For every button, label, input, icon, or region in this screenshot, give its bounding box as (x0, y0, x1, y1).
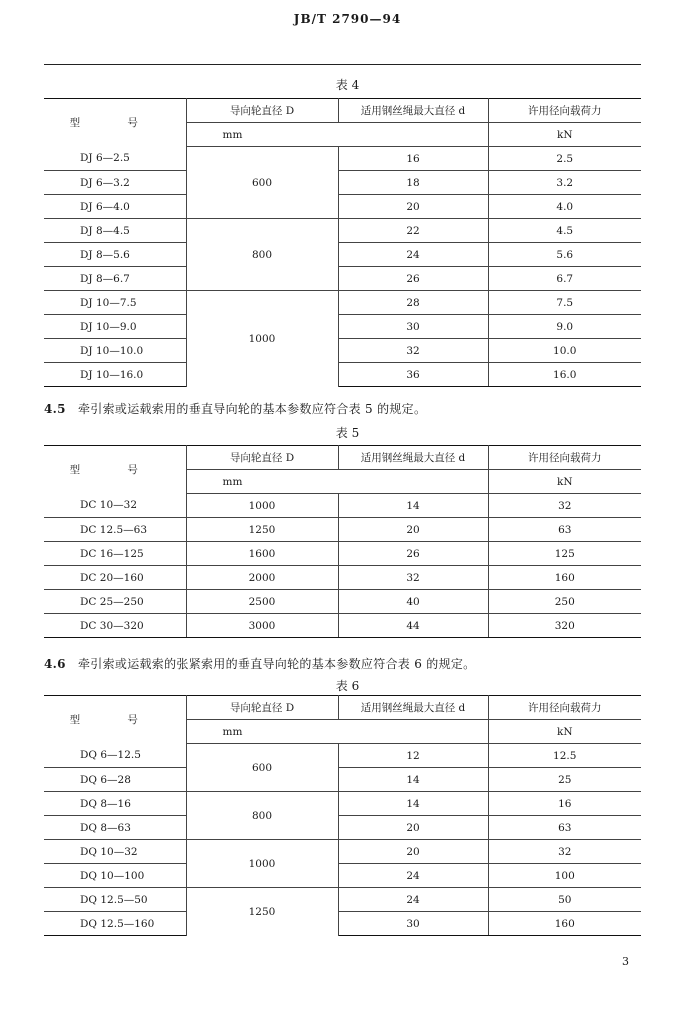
load-cell: 50 (488, 888, 641, 912)
table-row (44, 195, 641, 219)
load-cell: 32 (488, 840, 641, 864)
load-cell: 250 (488, 590, 641, 614)
rope-cell: 14 (338, 768, 488, 792)
table-row (44, 219, 641, 243)
table-row (44, 147, 641, 171)
table-row (44, 566, 641, 590)
table-row (44, 792, 641, 816)
model-cell: DC 25—250 (44, 590, 186, 614)
table-row (44, 816, 641, 840)
col-header-load: 许用径向载荷力 (488, 446, 641, 470)
load-cell: 63 (488, 816, 641, 840)
model-cell: DJ 6—4.0 (44, 195, 186, 219)
diameter-cell: 1000 (186, 840, 338, 888)
diameter-cell: 3000 (186, 614, 338, 638)
diameter-cell: 1000 (186, 494, 338, 518)
table-5 (44, 445, 641, 638)
diameter-cell: 2500 (186, 590, 338, 614)
model-cell: DJ 6—3.2 (44, 171, 186, 195)
model-cell: DQ 6—12.5 (44, 744, 186, 768)
rope-cell: 18 (338, 171, 488, 195)
rope-cell: 12 (338, 744, 488, 768)
rope-cell: 24 (338, 864, 488, 888)
load-cell: 25 (488, 768, 641, 792)
table-row (44, 888, 641, 912)
load-cell: 16.0 (488, 363, 641, 387)
col-header-diameter: 导向轮直径 D (186, 99, 338, 123)
model-cell: DJ 8—6.7 (44, 267, 186, 291)
page-number: 3 (622, 955, 629, 968)
rope-cell: 14 (338, 494, 488, 518)
col-header-rope: 适用钢丝绳最大直径 d (338, 99, 488, 123)
col-header-model: 型 号 (44, 99, 186, 147)
table-row (44, 494, 641, 518)
load-cell: 6.7 (488, 267, 641, 291)
model-cell: DQ 6—28 (44, 768, 186, 792)
table-row (44, 339, 641, 363)
table-row (44, 912, 641, 936)
rope-cell: 20 (338, 816, 488, 840)
table-row (44, 864, 641, 888)
load-cell: 7.5 (488, 291, 641, 315)
col-header-load: 许用径向载荷力 (488, 99, 641, 123)
header-rule (44, 64, 641, 65)
rope-cell: 36 (338, 363, 488, 387)
model-cell: DC 16—125 (44, 542, 186, 566)
load-cell: 32 (488, 494, 641, 518)
rope-cell: 40 (338, 590, 488, 614)
table-5-caption: 表 5 (335, 426, 360, 440)
table-row (44, 614, 641, 638)
model-cell: DJ 8—5.6 (44, 243, 186, 267)
load-cell: 2.5 (488, 147, 641, 171)
model-cell: DJ 8—4.5 (44, 219, 186, 243)
table-row (44, 267, 641, 291)
col-header-model: 型 号 (44, 446, 186, 494)
diameter-cell: 600 (186, 744, 338, 792)
model-cell: DJ 6—2.5 (44, 147, 186, 171)
rope-cell: 28 (338, 291, 488, 315)
rope-cell: 24 (338, 888, 488, 912)
load-cell: 16 (488, 792, 641, 816)
load-cell: 125 (488, 542, 641, 566)
rope-cell: 20 (338, 840, 488, 864)
table-row (44, 315, 641, 339)
model-cell: DQ 12.5—50 (44, 888, 186, 912)
col-header-rope: 适用钢丝绳最大直径 d (338, 446, 488, 470)
table-row (44, 363, 641, 387)
load-cell: 4.5 (488, 219, 641, 243)
model-cell: DC 30—320 (44, 614, 186, 638)
diameter-cell: 2000 (186, 566, 338, 590)
rope-cell: 20 (338, 195, 488, 219)
model-cell: DQ 10—32 (44, 840, 186, 864)
model-cell: DQ 8—16 (44, 792, 186, 816)
table-6-caption: 表 6 (335, 679, 360, 693)
col-header-diameter: 导向轮直径 D (186, 446, 338, 470)
rope-cell: 30 (338, 315, 488, 339)
load-cell: 100 (488, 864, 641, 888)
clause-number: 4.5 (44, 402, 66, 416)
table-row (44, 768, 641, 792)
rope-cell: 44 (338, 614, 488, 638)
clause-text: 牵引索或运载索的张紧索用的垂直导向轮的基本参数应符合表 6 的规定。 (78, 657, 476, 671)
unit-kn: kN (488, 470, 641, 494)
unit-mm: mm (186, 123, 488, 147)
model-cell: DQ 12.5—160 (44, 912, 186, 936)
diameter-cell: 1600 (186, 542, 338, 566)
table-row (44, 243, 641, 267)
clause-number: 4.6 (44, 657, 66, 671)
model-cell: DJ 10—7.5 (44, 291, 186, 315)
rope-cell: 24 (338, 243, 488, 267)
model-cell: DQ 10—100 (44, 864, 186, 888)
diameter-cell: 800 (186, 792, 338, 840)
load-cell: 3.2 (488, 171, 641, 195)
model-cell: DJ 10—9.0 (44, 315, 186, 339)
rope-cell: 22 (338, 219, 488, 243)
rope-cell: 26 (338, 267, 488, 291)
load-cell: 10.0 (488, 339, 641, 363)
rope-cell: 20 (338, 518, 488, 542)
unit-kn: kN (488, 720, 641, 744)
unit-mm: mm (186, 720, 488, 744)
unit-kn: kN (488, 123, 641, 147)
load-cell: 320 (488, 614, 641, 638)
clause-4-5 (44, 400, 426, 417)
table-4 (44, 98, 641, 387)
model-cell: DC 10—32 (44, 494, 186, 518)
standard-code: JB/T 2790—94 (293, 12, 402, 26)
table-4-caption: 表 4 (335, 78, 360, 92)
load-cell: 12.5 (488, 744, 641, 768)
diameter-cell: 600 (186, 147, 338, 219)
table-row (44, 590, 641, 614)
load-cell: 5.6 (488, 243, 641, 267)
rope-cell: 32 (338, 566, 488, 590)
load-cell: 160 (488, 566, 641, 590)
model-cell: DJ 10—10.0 (44, 339, 186, 363)
table-row (44, 744, 641, 768)
rope-cell: 32 (338, 339, 488, 363)
col-header-model: 型 号 (44, 696, 186, 744)
diameter-cell: 800 (186, 219, 338, 291)
model-cell: DC 12.5—63 (44, 518, 186, 542)
table-row (44, 171, 641, 195)
model-cell: DJ 10—16.0 (44, 363, 186, 387)
diameter-cell: 1250 (186, 518, 338, 542)
diameter-cell: 1000 (186, 291, 338, 387)
rope-cell: 14 (338, 792, 488, 816)
load-cell: 160 (488, 912, 641, 936)
rope-cell: 26 (338, 542, 488, 566)
clause-text: 牵引索或运载索用的垂直导向轮的基本参数应符合表 5 的规定。 (78, 402, 427, 416)
load-cell: 63 (488, 518, 641, 542)
model-cell: DC 20—160 (44, 566, 186, 590)
clause-4-6 (44, 655, 475, 672)
model-cell: DQ 8—63 (44, 816, 186, 840)
table-row (44, 840, 641, 864)
load-cell: 9.0 (488, 315, 641, 339)
load-cell: 4.0 (488, 195, 641, 219)
table-row (44, 291, 641, 315)
rope-cell: 16 (338, 147, 488, 171)
rope-cell: 30 (338, 912, 488, 936)
diameter-cell: 1250 (186, 888, 338, 936)
table-row (44, 518, 641, 542)
col-header-diameter: 导向轮直径 D (186, 696, 338, 720)
table-row (44, 542, 641, 566)
col-header-rope: 适用钢丝绳最大直径 d (338, 696, 488, 720)
table-6 (44, 695, 641, 936)
unit-mm: mm (186, 470, 488, 494)
col-header-load: 许用径向载荷力 (488, 696, 641, 720)
